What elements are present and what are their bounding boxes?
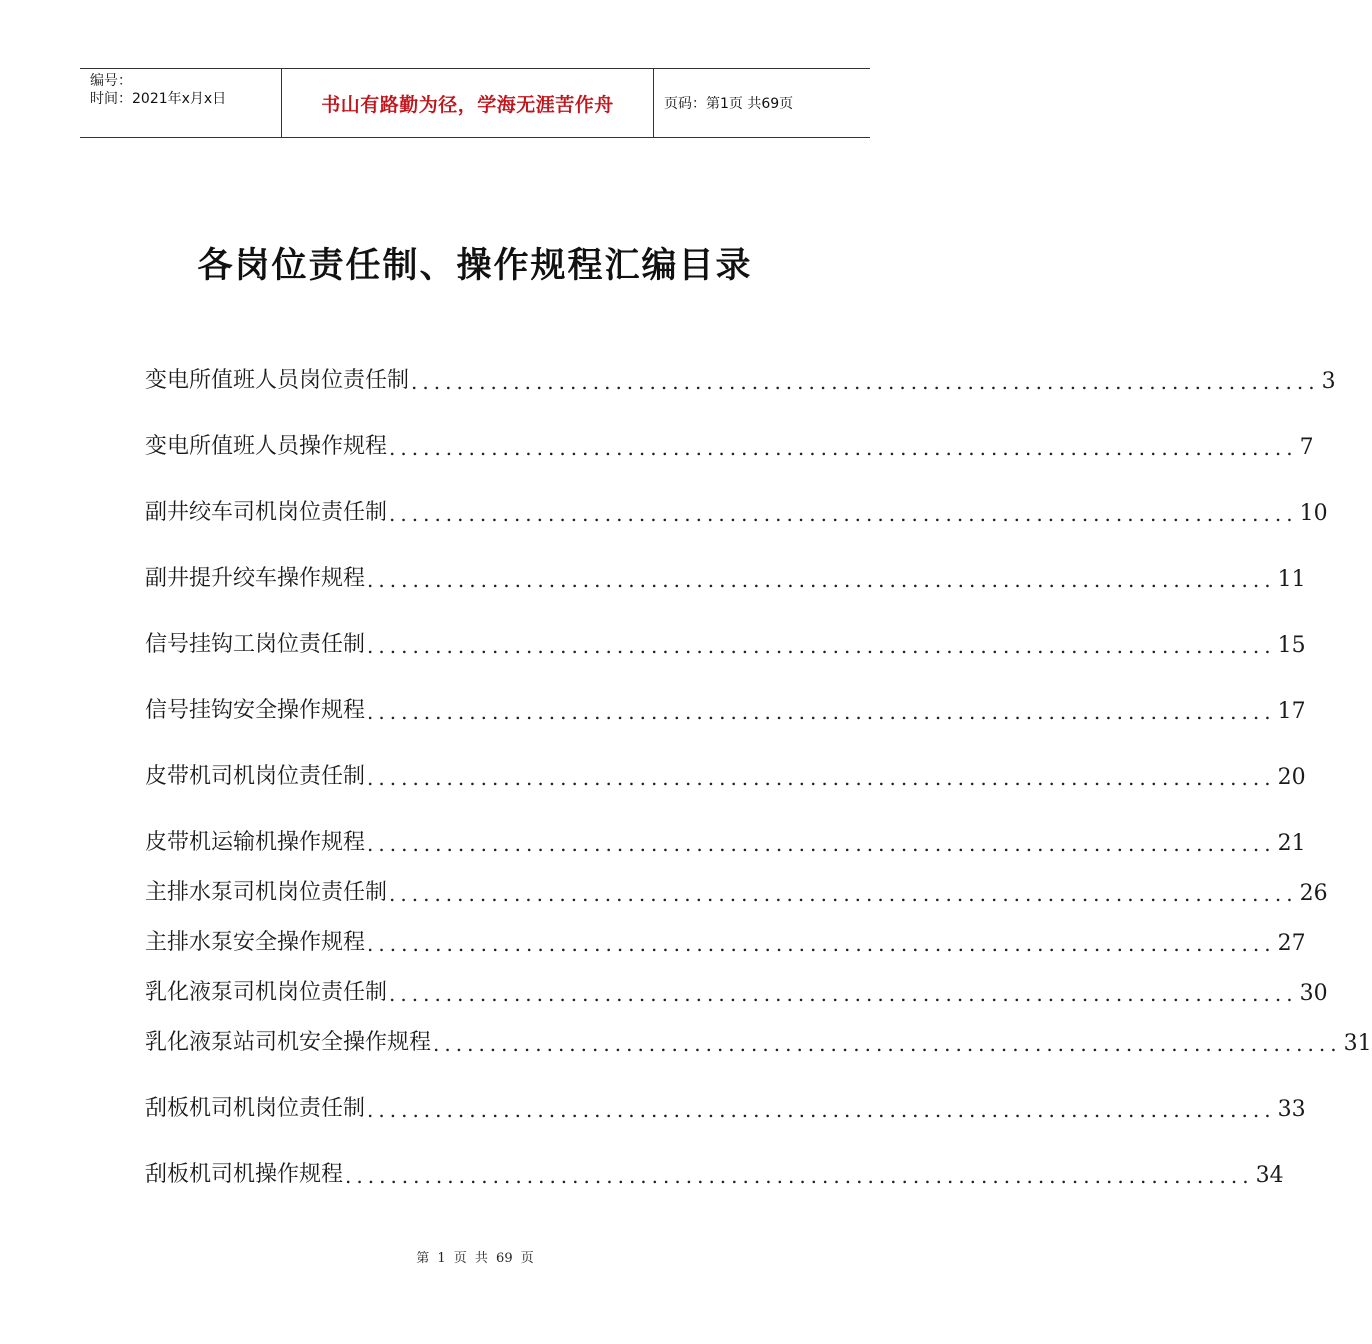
toc-entry-page: 30 [1299,981,1328,1006]
dot-leader: ................................................................................ [367,766,1276,790]
toc-entry-label: 副井绞车司机岗位责任制 [145,500,388,525]
toc-entry-label: 信号挂钩工岗位责任制 [145,632,366,657]
toc-entry-label: 副井提升绞车操作规程 [145,566,366,591]
dot-leader: ................................................................................ [389,436,1298,460]
toc-entry-page: 34 [1255,1163,1284,1188]
toc-entry-label: 变电所值班人员操作规程 [145,434,388,459]
dot-leader: ................................................................................ [345,1164,1254,1188]
toc-entry[interactable] [145,922,1306,956]
dot-leader: ................................................................................ [367,700,1276,724]
toc-entry-page: 11 [1277,567,1306,592]
toc-entry-label: 信号挂钩安全操作规程 [145,698,366,723]
toc-entry[interactable] [145,1154,1284,1188]
dot-leader: ................................................................................ [411,370,1320,394]
toc-entry[interactable] [145,1022,1372,1056]
time-label: 时间：2021年x月x日 [90,91,227,107]
toc-entry-page: 31 [1343,1031,1372,1056]
toc-entry[interactable] [145,558,1306,592]
dot-leader: ................................................................................ [367,932,1276,956]
toc-entry-label: 皮带机运输机操作规程 [145,830,366,855]
toc-entry-page: 7 [1299,435,1314,460]
toc-entry-page: 21 [1277,831,1306,856]
dot-leader: ................................................................................ [389,502,1298,526]
document-title: 各岗位责任制、操作规程汇编目录 [197,246,753,286]
page-footer: 第 1 页 共 69 页 [416,1251,534,1266]
toc-entry-label: 皮带机司机岗位责任制 [145,764,366,789]
dot-leader: ................................................................................ [367,832,1276,856]
number-label: 编号： [90,73,132,89]
toc-entry[interactable] [145,360,1336,394]
header-page-info: 页码：第1页 共69页 [664,96,794,112]
toc-entry-label: 乳化液泵司机岗位责任制 [145,980,388,1005]
toc-entry[interactable] [145,492,1328,526]
toc-entry-page: 20 [1277,765,1306,790]
toc-entry[interactable] [145,972,1328,1006]
dot-leader: ................................................................................ [367,1098,1276,1122]
toc-entry[interactable] [145,1088,1306,1122]
dot-leader: ................................................................................ [367,634,1276,658]
toc-entry-label: 主排水泵安全操作规程 [145,930,366,955]
dot-leader: ................................................................................ [389,982,1298,1006]
toc-entry-label: 主排水泵司机岗位责任制 [145,880,388,905]
toc-entry-label: 刮板机司机岗位责任制 [145,1096,366,1121]
toc-entry-page: 17 [1277,699,1306,724]
toc-entry[interactable] [145,822,1306,856]
toc-entry-label: 变电所值班人员岗位责任制 [145,368,410,393]
toc-entry-page: 10 [1299,501,1328,526]
header-meta [80,69,282,137]
toc-entry-page: 3 [1321,369,1336,394]
toc-entry-page: 15 [1277,633,1306,658]
toc-entry-page: 26 [1299,881,1328,906]
toc-entry-label: 刮板机司机操作规程 [145,1162,344,1187]
dot-leader: ................................................................................ [367,568,1276,592]
dot-leader: ................................................................................ [389,882,1298,906]
toc-entry[interactable] [145,690,1306,724]
toc-entry[interactable] [145,426,1314,460]
header-motto: 书山有路勤为径，学海无涯苦作舟 [282,69,654,137]
toc-entry-page: 33 [1277,1097,1306,1122]
toc-entry[interactable] [145,872,1328,906]
toc-entry-label: 乳化液泵站司机安全操作规程 [145,1030,432,1055]
toc-entry[interactable] [145,624,1306,658]
toc-entry-page: 27 [1277,931,1306,956]
page-header [80,68,870,138]
toc-entry[interactable] [145,756,1306,790]
dot-leader: ................................................................................ [433,1032,1342,1056]
